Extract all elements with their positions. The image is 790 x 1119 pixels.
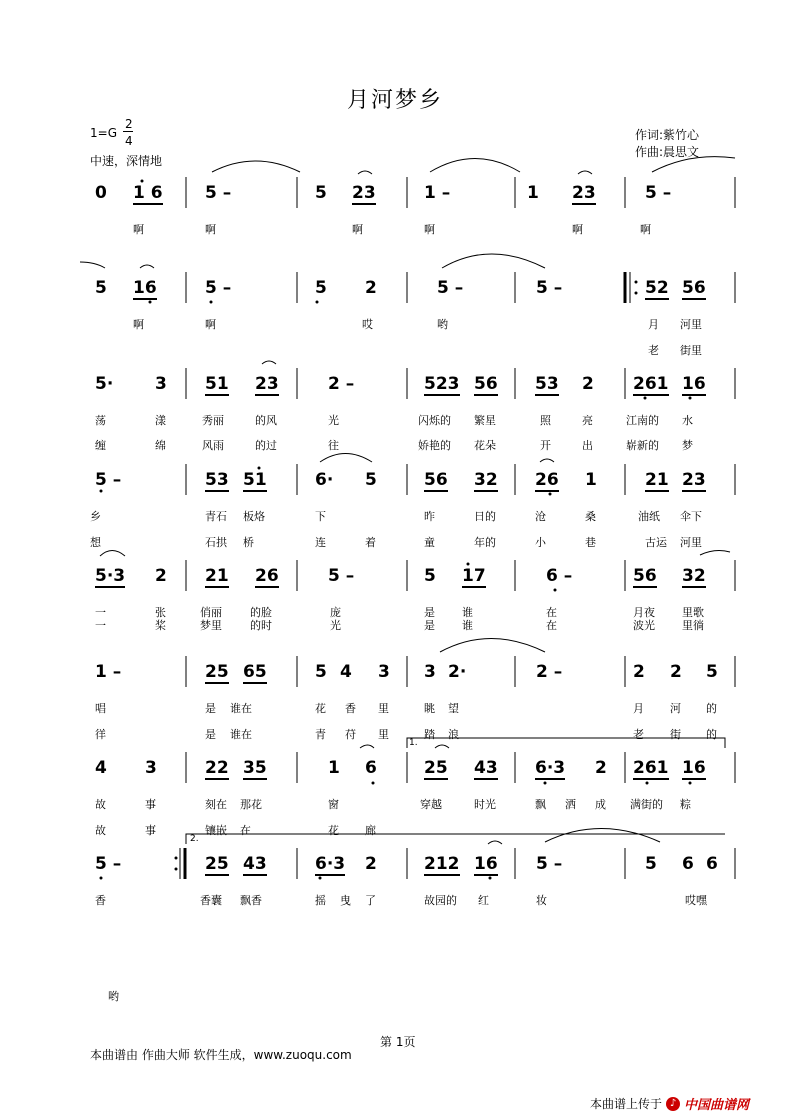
lyric: 着 xyxy=(365,536,376,549)
lyric: 的 xyxy=(706,702,717,715)
note: 1 – xyxy=(424,183,451,203)
note: 5 – xyxy=(536,854,563,874)
note: 2 xyxy=(365,278,377,298)
lyric: 月夜 xyxy=(633,606,655,619)
lyric: 的脸 xyxy=(250,606,272,619)
note: 1 xyxy=(585,470,597,490)
lyric: 香 xyxy=(95,894,106,907)
brand-logo-icon: ♪ xyxy=(666,1097,680,1111)
lyric: 是 xyxy=(205,702,216,715)
volta-1-label: 1. xyxy=(409,738,418,748)
lyric: 成 xyxy=(595,798,606,811)
lyric: 是 xyxy=(424,619,435,632)
note: 0 xyxy=(95,183,107,203)
note: 6 – xyxy=(546,566,573,586)
note: 5 – xyxy=(205,183,232,203)
note: 5 xyxy=(315,278,327,298)
note: 25 xyxy=(424,758,448,778)
note: 5 xyxy=(365,470,377,490)
lyric: 谁在 xyxy=(230,728,252,741)
note: 2 xyxy=(582,374,594,394)
note: 3 xyxy=(424,662,436,682)
lyric: 下 xyxy=(315,510,326,523)
lyric: 刻在 xyxy=(205,798,227,811)
lyric: 街里 xyxy=(680,344,702,357)
lyric: 里歌 xyxy=(682,606,704,619)
lyric: 在 xyxy=(546,606,557,619)
note: 32 xyxy=(682,566,706,586)
lyric: 啊 xyxy=(572,223,583,236)
lyric: 光 xyxy=(330,619,341,632)
note: 25 xyxy=(205,662,229,682)
lyricist: 作词:紫竹心 xyxy=(635,128,700,142)
note: 6 xyxy=(682,854,694,874)
note: 17 xyxy=(462,566,486,586)
note: 6 xyxy=(706,854,718,874)
note: 2 xyxy=(595,758,607,778)
lyric: 花朵 xyxy=(474,439,496,452)
lyric: 摇 xyxy=(315,894,326,907)
note: 51 xyxy=(243,470,267,490)
note: 5 xyxy=(645,854,657,874)
note: 21 xyxy=(645,470,669,490)
note: 65 xyxy=(243,662,267,682)
site-brand[interactable] xyxy=(590,1094,749,1113)
lyric: 秀丽 xyxy=(202,414,224,427)
lyric: 是 xyxy=(424,606,435,619)
note: 261 xyxy=(633,374,669,394)
lyric: 浪 xyxy=(448,728,459,741)
lyric: 闪烁的 xyxy=(418,414,451,427)
lyric: 镶嵌 xyxy=(205,824,227,837)
brand-prefix: 本曲谱上传于 xyxy=(590,1097,663,1111)
lyric: 故 xyxy=(95,824,106,837)
lyric: 的风 xyxy=(255,414,277,427)
lyric: 青石 xyxy=(205,510,227,523)
trailing-lyric: 哟 xyxy=(108,990,119,1003)
lyric: 在 xyxy=(240,824,251,837)
lyric: 老 xyxy=(633,728,644,741)
lyric: 窗 xyxy=(328,798,339,811)
note: 5 – xyxy=(645,183,672,203)
lyric: 街 xyxy=(670,728,681,741)
lyric: 沧 xyxy=(535,510,546,523)
note: 4 xyxy=(95,758,107,778)
note: 23 xyxy=(682,470,706,490)
lyric: 啊 xyxy=(352,223,363,236)
lyric: 那花 xyxy=(240,798,262,811)
lyric: 一 xyxy=(95,619,106,632)
lyric: 踏 xyxy=(424,728,435,741)
lyric: 时光 xyxy=(474,798,496,811)
lyric: 眺 xyxy=(424,702,435,715)
page-number: 第 1页 xyxy=(380,1035,416,1049)
lyric: 照 xyxy=(540,414,551,427)
lyric: 小 xyxy=(535,536,546,549)
lyric: 月 xyxy=(633,702,644,715)
lyric: 河里 xyxy=(680,318,702,331)
note: 22 xyxy=(205,758,229,778)
note: 6· xyxy=(315,470,334,490)
lyric: 张 xyxy=(155,606,166,619)
lyric: 穿越 xyxy=(420,798,442,811)
lyric: 繁星 xyxy=(474,414,496,427)
lyric: 水 xyxy=(682,414,693,427)
note: 1 xyxy=(328,758,340,778)
note: 21 xyxy=(205,566,229,586)
note: 2 xyxy=(365,854,377,874)
note: 2· xyxy=(448,662,467,682)
note: 1 6 xyxy=(133,183,163,203)
time-signature-top: 2 xyxy=(125,117,133,131)
note: 1 – xyxy=(95,662,122,682)
note: 56 xyxy=(424,470,448,490)
lyric: 了 xyxy=(365,894,376,907)
lyric: 光 xyxy=(328,414,339,427)
lyric: 往 xyxy=(328,439,339,452)
composer: 作曲:晨思文 xyxy=(635,145,700,159)
lyric: 哎 xyxy=(362,318,373,331)
lyric: 的 xyxy=(706,728,717,741)
note: 56 xyxy=(474,374,498,394)
brand-name: 中国曲谱网 xyxy=(684,1098,750,1113)
lyric: 在 xyxy=(546,619,557,632)
note: 43 xyxy=(243,854,267,874)
volta-2-label: 2. xyxy=(190,834,199,844)
note: 26 xyxy=(535,470,559,490)
note: 3 xyxy=(378,662,390,682)
lyric: 庞 xyxy=(330,606,341,619)
note: 2 xyxy=(633,662,645,682)
lyric: 老 xyxy=(648,344,659,357)
note: 26 xyxy=(255,566,279,586)
note: 5· xyxy=(95,374,114,394)
note: 5 xyxy=(315,183,327,203)
lyric: 娇艳的 xyxy=(418,439,451,452)
lyric: 妆 xyxy=(536,894,547,907)
footer-credit: 本曲谱由 作曲大师 软件生成，www.zuoqu.com xyxy=(90,1048,352,1062)
lyric: 满街的 xyxy=(630,798,663,811)
lyric: 唱 xyxy=(95,702,106,715)
note: 6·3 xyxy=(315,854,346,874)
note: 5 – xyxy=(437,278,464,298)
note: 5 – xyxy=(95,854,122,874)
lyric: 里 xyxy=(378,728,389,741)
lyric: 想 xyxy=(90,536,101,549)
note: 23 xyxy=(352,183,376,203)
lyric: 谁在 xyxy=(230,702,252,715)
lyric: 昨 xyxy=(424,510,435,523)
note: 16 xyxy=(474,854,498,874)
lyric: 风雨 xyxy=(202,439,224,452)
note: 51 xyxy=(205,374,229,394)
lyric: 故园的 xyxy=(424,894,457,907)
note: 2 xyxy=(155,566,167,586)
note: 4 xyxy=(340,662,352,682)
lyric: 曳 xyxy=(340,894,351,907)
lyric: 开 xyxy=(540,439,551,452)
lyric: 哟 xyxy=(437,318,448,331)
note: 5 xyxy=(95,278,107,298)
note: 261 xyxy=(633,758,669,778)
lyric: 啊 xyxy=(205,223,216,236)
note: 52 xyxy=(645,278,669,298)
note: 2 – xyxy=(536,662,563,682)
lyric: 桥 xyxy=(243,536,254,549)
note: 35 xyxy=(243,758,267,778)
lyric: 里 xyxy=(378,702,389,715)
lyric: 哎嘿 xyxy=(685,894,707,907)
note: 3 xyxy=(145,758,157,778)
lyric: 波光 xyxy=(633,619,655,632)
lyric: 连 xyxy=(315,536,326,549)
lyric: 徉 xyxy=(95,728,106,741)
lyric: 红 xyxy=(478,894,489,907)
lyric: 巷 xyxy=(585,536,596,549)
note: 5 xyxy=(315,662,327,682)
lyric: 俏丽 xyxy=(200,606,222,619)
lyric: 江南的 xyxy=(626,414,659,427)
lyric: 的过 xyxy=(255,439,277,452)
lyric: 河 xyxy=(670,702,681,715)
lyric: 荡 xyxy=(95,414,106,427)
note: 43 xyxy=(474,758,498,778)
lyric: 飘 xyxy=(535,798,546,811)
note: 6 xyxy=(365,758,377,778)
note: 53 xyxy=(535,374,559,394)
lyric: 啊 xyxy=(133,318,144,331)
lyric: 谁 xyxy=(462,606,473,619)
lyric: 梦 xyxy=(682,439,693,452)
lyric: 绵 xyxy=(155,439,166,452)
lyric: 香囊 xyxy=(200,894,222,907)
note: 1 xyxy=(527,183,539,203)
lyric: 的时 xyxy=(250,619,272,632)
tempo-marking: 中速，深情地 xyxy=(90,154,163,168)
lyric: 望 xyxy=(448,702,459,715)
lyric: 梦里 xyxy=(200,619,222,632)
lyric: 石拱 xyxy=(205,536,227,549)
lyric: 板烙 xyxy=(243,510,265,523)
note: 6·3 xyxy=(535,758,566,778)
lyric: 香 xyxy=(345,702,356,715)
lyric: 苻 xyxy=(345,728,356,741)
lyric: 谁 xyxy=(462,619,473,632)
note: 16 xyxy=(682,374,706,394)
note: 23 xyxy=(572,183,596,203)
note: 5 – xyxy=(328,566,355,586)
lyric: 乡 xyxy=(90,510,101,523)
lyric: 桑 xyxy=(585,510,596,523)
lyric: 飘香 xyxy=(240,894,262,907)
lyric: 童 xyxy=(424,536,435,549)
lyric: 缠 xyxy=(95,439,106,452)
note: 5·3 xyxy=(95,566,126,586)
note: 53 xyxy=(205,470,229,490)
note: 16 xyxy=(682,758,706,778)
lyric: 故 xyxy=(95,798,106,811)
lyric: 日的 xyxy=(474,510,496,523)
note: 5 xyxy=(424,566,436,586)
time-signature-bottom: 4 xyxy=(125,134,133,148)
lyric: 青 xyxy=(315,728,326,741)
note: 5 xyxy=(706,662,718,682)
lyric: 河里 xyxy=(680,536,702,549)
note: 16 xyxy=(133,278,157,298)
note: 25 xyxy=(205,854,229,874)
note: 5 – xyxy=(95,470,122,490)
note: 56 xyxy=(682,278,706,298)
lyric: 是 xyxy=(205,728,216,741)
lyric: 啊 xyxy=(640,223,651,236)
lyric: 崭新的 xyxy=(626,439,659,452)
lyric: 月 xyxy=(648,318,659,331)
lyric: 一 xyxy=(95,606,106,619)
key-signature: 1=G xyxy=(90,126,117,140)
lyric: 啊 xyxy=(133,223,144,236)
note: 5 – xyxy=(536,278,563,298)
lyric: 事 xyxy=(145,798,156,811)
lyric: 啊 xyxy=(424,223,435,236)
lyric: 里徜 xyxy=(682,619,704,632)
lyric: 事 xyxy=(145,824,156,837)
note: 523 xyxy=(424,374,460,394)
note: 212 xyxy=(424,854,460,874)
lyric: 古运 xyxy=(645,536,667,549)
note: 32 xyxy=(474,470,498,490)
lyric: 年的 xyxy=(474,536,496,549)
lyric: 啊 xyxy=(205,318,216,331)
song-title: 月河梦乡 xyxy=(346,88,443,113)
note: 3 xyxy=(155,374,167,394)
lyric: 花 xyxy=(328,824,339,837)
lyric: 伞下 xyxy=(680,510,702,523)
note: 23 xyxy=(255,374,279,394)
lyric: 洒 xyxy=(565,798,576,811)
lyric: 漾 xyxy=(155,414,166,427)
lyric: 油纸 xyxy=(638,510,660,523)
note: 56 xyxy=(633,566,657,586)
note: 2 xyxy=(670,662,682,682)
lyric: 廊 xyxy=(365,824,376,837)
lyric: 花 xyxy=(315,702,326,715)
lyric: 出 xyxy=(582,439,593,452)
lyric: 桨 xyxy=(155,619,166,632)
note: 2 – xyxy=(328,374,355,394)
lyric: 亮 xyxy=(582,414,593,427)
lyric: 粽 xyxy=(680,798,691,811)
note: 5 – xyxy=(205,278,232,298)
